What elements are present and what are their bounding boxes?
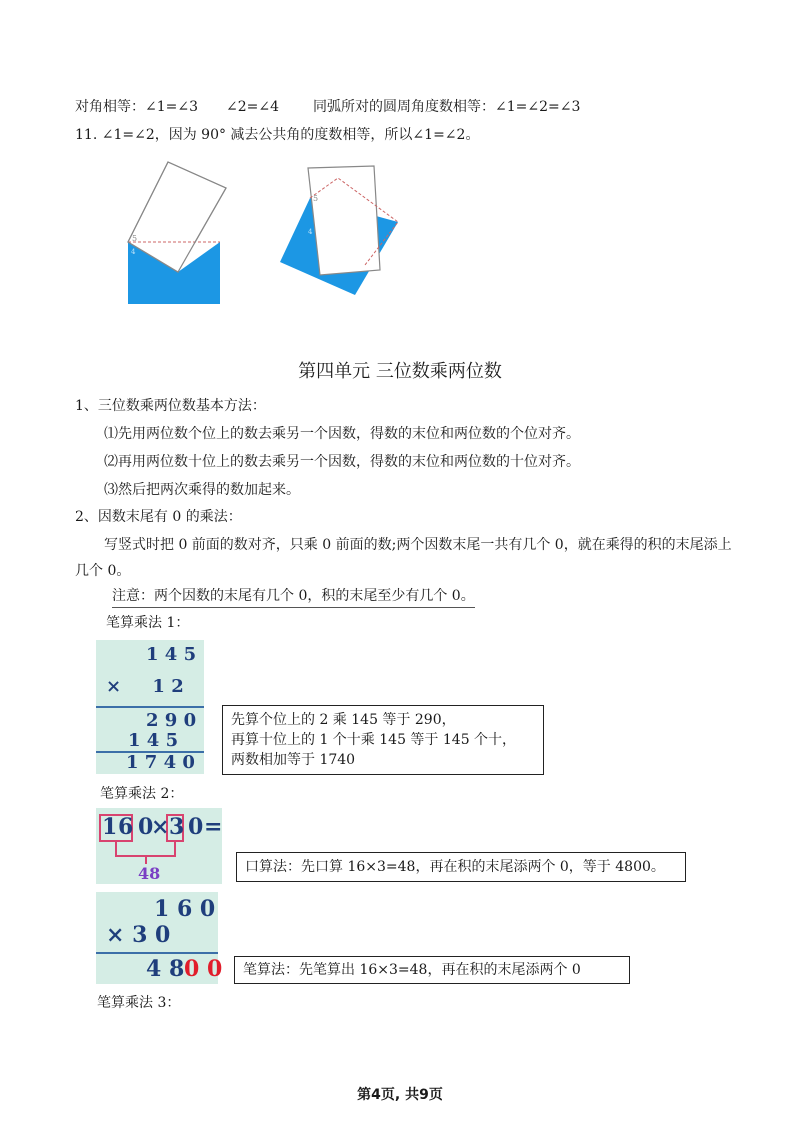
- right-label-bottom: 4: [308, 228, 313, 236]
- method2-vertical-panel: [96, 892, 223, 984]
- method1-row-partial-2: 1 4 5: [128, 730, 179, 751]
- arc-line: 同弧所对的圆周角度数相等：∠1=∠2=∠3: [313, 99, 581, 115]
- method2-digit-0b: 0: [188, 814, 204, 840]
- method2-oral-box: 口算法：先口算 16×3=48，再在积的末尾添两个 0，等于 4800。: [236, 852, 686, 882]
- method2-vertical-result-zeros: 0 0: [184, 956, 223, 982]
- method2-vertical-rule: [96, 952, 218, 954]
- method1-label: 笔算乘法 1：: [106, 615, 190, 631]
- right-label-top: 5: [313, 194, 319, 203]
- method2-digit-0: 0: [138, 814, 154, 840]
- unit-title: 第四单元 三位数乘两位数: [298, 361, 502, 382]
- method1-row-product: 1 7 4 0: [126, 752, 195, 773]
- method2-vertical-row1: 1 6 0: [154, 896, 216, 922]
- method1-row-multiplier: × 1 2: [106, 676, 184, 697]
- rotated-rectangles-figure: [120, 150, 420, 310]
- section2-note: 注意：两个因数的末尾有几个 0，积的末尾至少有几个 0。: [112, 586, 475, 608]
- method1-vertical-panel: [96, 640, 204, 774]
- method2-vertical-row2: × 3 0: [106, 922, 171, 948]
- section1-step-3: ⑶然后把两次乘得的数加起来。: [104, 482, 300, 498]
- section2-paragraph-line1: 写竖式时把 0 前面的数对齐，只乘 0 前面的数;两个因数末尾一共有几个 0，就在乘得的积的末尾添上: [104, 537, 732, 553]
- method1-row-partial-1: 2 9 0: [146, 710, 197, 731]
- method2-times: ×: [151, 814, 170, 840]
- left-label-top: 5: [132, 234, 138, 243]
- page-footer: 第4页, 共9页: [357, 1087, 443, 1103]
- method1-row-multiplicand: 1 4 5: [146, 644, 197, 665]
- method3-label: 笔算乘法 3：: [97, 995, 181, 1011]
- method2-bracket-result: 48: [138, 864, 161, 883]
- method2-equation-panel: [96, 808, 222, 884]
- method2-equals: =: [204, 814, 223, 840]
- section2-heading: 2、因数末尾有 0 的乘法：: [75, 509, 242, 525]
- left-label-bottom: 4: [131, 248, 136, 256]
- method2-digit-6: 6: [118, 814, 134, 840]
- method1-explanation-line3: 两数相加等于 1740: [231, 752, 356, 768]
- section1-step-2: ⑵再用两位数十位上的数去乘另一个因数，得数的末位和两位数的十位对齐。: [104, 454, 580, 470]
- method1-explanation-line2: 再算十位上的 1 个十乘 145 等于 145 个十，: [231, 732, 517, 748]
- method2-digit-3: 3: [169, 814, 185, 840]
- method1-explanation-box: [222, 705, 544, 775]
- method2-vertical-result-main: 4 8: [146, 956, 185, 982]
- angles-line: 对角相等：∠1=∠3 ∠2=∠4: [75, 99, 280, 115]
- method2-label: 笔算乘法 2：: [100, 786, 184, 802]
- section1-step-1: ⑴先用两位数个位上的数去乘另一个因数，得数的末位和两位数的个位对齐。: [104, 426, 580, 442]
- method2-written-box: 笔算法：先笔算出 16×3=48，再在积的末尾添两个 0: [234, 956, 630, 984]
- method1-explanation-line1: 先算个位上的 2 乘 145 等于 290，: [231, 712, 456, 728]
- section2-paragraph-line2: 几个 0。: [75, 563, 131, 579]
- item-11: 11. ∠1=∠2，因为 90° 减去公共角的度数相等，所以∠1=∠2。: [75, 127, 480, 143]
- method1-rule-1: [96, 706, 204, 708]
- method2-digit-1: 1: [102, 814, 118, 840]
- section1-heading: 1、三位数乘两位数基本方法：: [75, 398, 266, 414]
